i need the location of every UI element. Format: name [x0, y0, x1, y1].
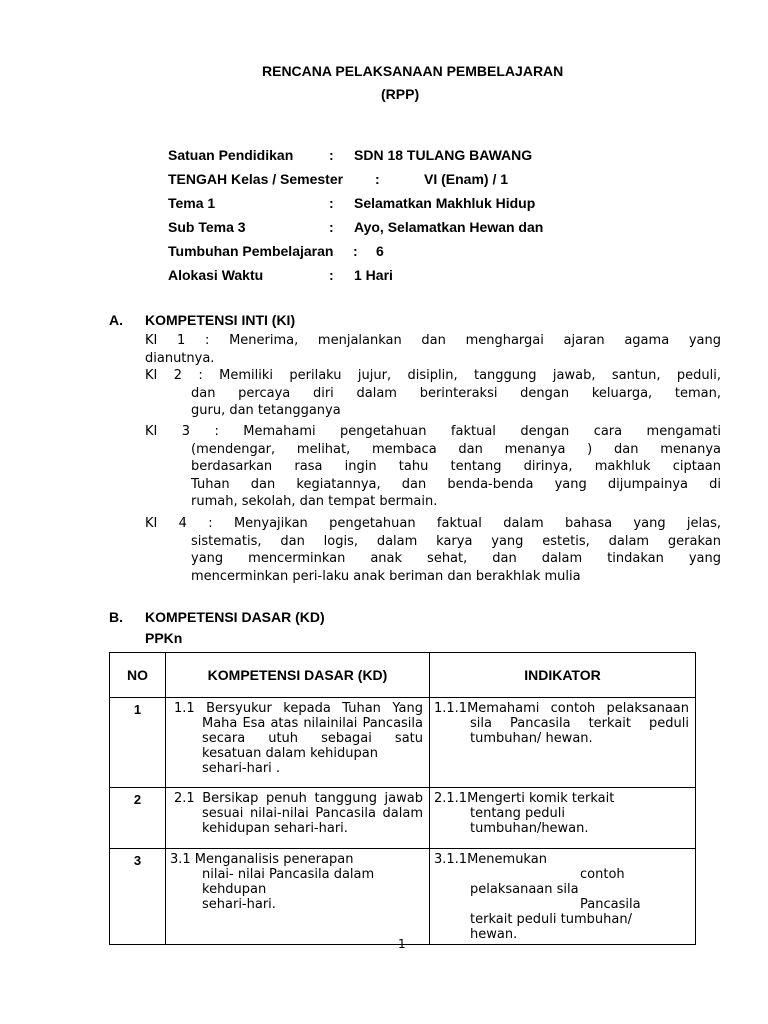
- document-subtitle: (RPP): [381, 86, 420, 102]
- indikator-cell: [430, 788, 696, 849]
- indikator-text: 3.1.1Menemukan: [434, 852, 547, 867]
- ki-1-line: KI 1 : Menerima, menjalankan dan menghargai ajaran agama yang: [145, 333, 721, 348]
- kd-text: nilai- nilai Pancasila dalam: [202, 867, 375, 882]
- ki-4: [145, 515, 721, 585]
- ki-4-line: KI 4 : Menyajikan pengetahuan faktual dalam bahasa yang jelas,: [145, 516, 721, 531]
- ki-3-line: KI 3 : Memahami pengetahuan faktual dengan cara mengamati: [145, 424, 721, 439]
- header-kd: KOMPETENSI DASAR (KD): [166, 653, 430, 698]
- kd-text: sehari-hari .: [202, 761, 281, 776]
- ki-3-line: rumah, sekolah, dan tempat bermain.: [191, 494, 438, 509]
- ki-2-line: dan percaya diri dalam berinteraksi dengan keluarga, teman,: [191, 385, 721, 401]
- ki-3-line: Tuhan dan kegiatannya, dan benda-benda yang dijumpainya di: [191, 476, 721, 492]
- ki-2: [145, 367, 721, 420]
- header-no: NO: [110, 653, 166, 698]
- pembelajaran-colon: :: [353, 243, 358, 259]
- section-b-title: KOMPETENSI DASAR (KD): [145, 609, 325, 625]
- table-header-row: [110, 653, 696, 698]
- ki-1-line: dianutnya.: [145, 350, 215, 366]
- indikator-cell: [430, 698, 696, 788]
- row-number: 2: [110, 788, 166, 849]
- alokasi-colon: :: [329, 267, 334, 283]
- header-indikator: INDIKATOR: [430, 653, 696, 698]
- indikator-text: hewan.: [470, 927, 518, 942]
- kd-text: sehari-hari.: [202, 897, 276, 912]
- ki-2-line: guru, dan tetangganya: [191, 403, 341, 418]
- indikator-text: tumbuhan/hewan.: [470, 821, 589, 836]
- page-number: 1: [398, 937, 406, 951]
- satuan-colon: :: [329, 147, 334, 163]
- satuan-value: SDN 18 TULANG BAWANG: [354, 147, 533, 163]
- kd-cell: [166, 698, 430, 788]
- pembelajaran-label: Tumbuhan Pembelajaran: [168, 243, 334, 259]
- kd-table: [109, 652, 696, 945]
- kd-text: 3.1 Menganalisis penerapan: [170, 852, 354, 867]
- ki-4-line: yang mencerminkan anak sehat, dan dalam tindakan yang: [191, 551, 721, 566]
- tema-colon: :: [329, 195, 334, 211]
- kd-cell: [166, 788, 430, 849]
- ki-1: [145, 332, 721, 367]
- kelas-value: VI (Enam) / 1: [424, 171, 509, 187]
- ki-2-line: KI 2 : Memiliki perilaku jujur, disiplin, tanggung jawab, santun, peduli,: [145, 368, 721, 383]
- satuan-label: Satuan Pendidikan: [168, 147, 294, 163]
- table-row: [110, 849, 696, 945]
- kelas-label: TENGAH Kelas / Semester: [168, 171, 344, 187]
- section-b-letter: B.: [109, 609, 123, 625]
- ki-3-line: berdasarkan rasa ingin tahu tentang dirinya, makhluk ciptaan: [191, 459, 721, 474]
- indikator-text: 2.1.1Mengerti komik terkait: [434, 791, 615, 806]
- section-b-subject: PPKn: [145, 630, 183, 646]
- subtema-label: Sub Tema 3: [168, 219, 246, 235]
- tema-value: Selamatkan Makhluk Hidup: [354, 195, 536, 211]
- kd-cell: [166, 849, 430, 945]
- kd-text: 2.1 Bersikap penuh tanggung jawab sesuai nilai-nilai Pancasila dalam kehidupan sehari-hari.: [174, 791, 423, 836]
- table-row: [110, 788, 696, 849]
- indikator-text: tentang peduli: [470, 806, 565, 821]
- section-a-letter: A.: [109, 312, 123, 328]
- indikator-text: 1.1.1Memahami contoh pelaksanaan sila Pancasila terkait peduli tumbuhan/ hewan.: [434, 701, 689, 746]
- row-number: 3: [110, 849, 166, 945]
- subtema-colon: :: [329, 219, 334, 235]
- ki-4-line: mencerminkan peri-laku anak beriman dan berakhlak mulia: [191, 568, 581, 584]
- kd-text: kehdupan: [202, 882, 267, 897]
- indikator-text: contoh: [580, 867, 625, 882]
- indikator-text: [434, 882, 689, 897]
- subtema-value: Ayo, Selamatkan Hewan dan: [354, 219, 544, 235]
- table-row: [110, 698, 696, 788]
- document-title: RENCANA PELAKSANAAN PEMBELAJARAN: [262, 63, 564, 79]
- section-a-title: KOMPETENSI INTI (KI): [145, 312, 296, 328]
- indikator-text: terkait peduli tumbuhan/: [470, 912, 632, 927]
- ki-3: [145, 423, 721, 511]
- tema-label: Tema 1: [168, 195, 216, 211]
- kelas-colon: :: [375, 171, 380, 187]
- alokasi-label: Alokasi Waktu: [168, 267, 264, 283]
- ki-4-line: sistematis, dan logis, dalam karya yang estetis, dalam gerakan: [191, 533, 721, 549]
- alokasi-value: 1 Hari: [354, 267, 393, 283]
- row-number: 1: [110, 698, 166, 788]
- pembelajaran-value: 6: [376, 243, 384, 259]
- indikator-text: Pancasila: [580, 897, 641, 912]
- indikator-text-part: pelaksanaan sila: [470, 882, 579, 897]
- ki-3-line: (mendengar, melihat, membaca dan menanya ) dan menanya: [191, 441, 721, 457]
- kd-text: 1.1 Bersyukur kepada Tuhan Yang Maha Esa atas nilainilai Pancasila secara utuh sebagai satu kesatuan dalam kehidupan: [174, 701, 423, 761]
- indikator-cell: [430, 849, 696, 945]
